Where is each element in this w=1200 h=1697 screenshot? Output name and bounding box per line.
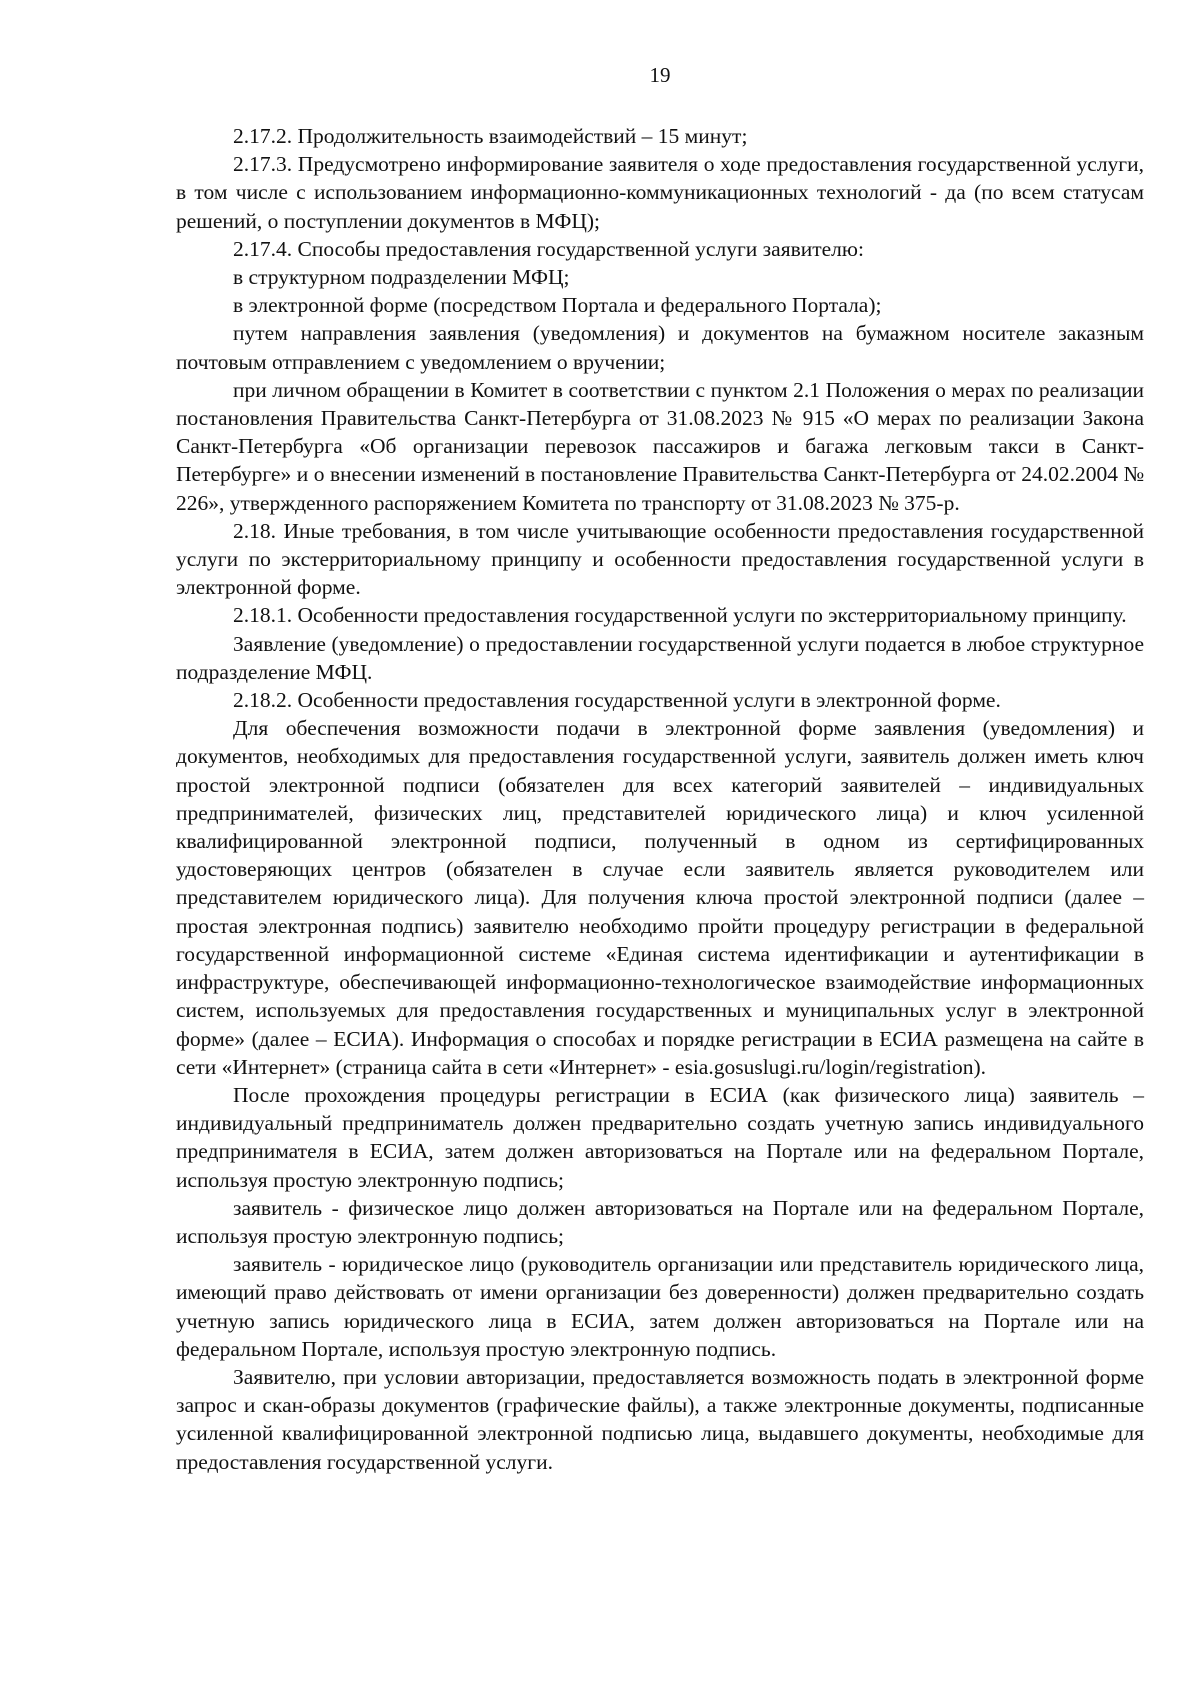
paragraph-method-mail: путем направления заявления (уведомления) и документов на бумажном носителе заказным почтовым отправлением с уведомлением о вручении; [176, 321, 1144, 374]
paragraph-legal-entity: заявитель - юридическое лицо (руководитель организации или представитель юридического лица, имеющий право действовать от имени организации без доверенности) должен предварительно создать учетную запись юридического лица в ЕСИА, затем должен авторизоваться на Портале или на федеральном Портале, используя простую электронную подпись. [176, 1252, 1144, 1361]
paragraph-method-mfc: в структурном подразделении МФЦ; [233, 265, 570, 290]
paragraph-method-committee: при личном обращении в Комитет в соответствии с пунктом 2.1 Положения о мерах по реализации постановления Правительства Санкт-Петербурга от 31.08.2023 № 915 «О мерах по реализации Закона Санкт-Петербурга «Об организации перевозок пассажиров и багажа легковым такси в Санкт-Петербурге» и о внесении изменений в постановление Правительства Санкт-Петербурга от 24.02.2004 № 226», утвержденного распоряжением Комитета по транспорту от 31.08.2023 № 375-р. [176, 377, 1144, 515]
paragraph-2-17-2: 2.17.2. Продолжительность взаимодействий – 15 минут; [233, 124, 748, 148]
paragraph-2-18-1: 2.18.1. Особенности предоставления государственной услуги по экстерриториальному принципу. [233, 603, 1127, 628]
paragraph-authorization: Заявителю, при условии авторизации, предоставляется возможность подать в электронной форме запрос и скан-образы документов (графические файлы), а также электронные документы, подписанные усиленной квалифицированной электронной подписью лица, выдавшего документы, необходимые для предоставления государственной услуги. [176, 1364, 1144, 1474]
paragraph-individual-entrepreneur: После прохождения процедуры регистрации в ЕСИА (как физического лица) заявитель – индивидуальный предприниматель должен предварительно создать учетную запись индивидуального предпринимателя в ЕСИА, затем должен авторизоваться на Портале или на федеральном Портале, используя простую электронную подпись; [176, 1082, 1144, 1192]
paragraph-2-17-3: 2.17.3. Предусмотрено информирование заявителя о ходе предоставления государственной услуги, в том числе с использованием информационно-коммуникационных технологий - да (по всем статусам решений, о поступлении документов в МФЦ); [176, 152, 1144, 233]
document-page [176, 62, 1144, 1476]
paragraph-application-any-mfc: Заявление (уведомление) о предоставлении государственной услуги подается в любое структурное подразделение МФЦ. [176, 631, 1144, 684]
paragraph-2-17-4: 2.17.4. Способы предоставления государственной услуги заявителю: [233, 236, 864, 261]
paragraph-2-18: 2.18. Иные требования, в том числе учитывающие особенности предоставления государственной услуги по экстерриториальному принципу и особенности предоставления государственной услуги в электронной форме. [176, 518, 1144, 600]
paragraph-electronic-signature: Для обеспечения возможности подачи в электронной форме заявления (уведомления) и документов, необходимых для предоставления государственной услуги, заявитель должен иметь ключ простой электронной подписи (обязателен для всех категорий заявителей – индивидуальных предпринимателей, физических лиц, представителей юридического лица) и ключ усиленной квалифицированной электронной подписи, полученный в одном из сертифицированных удостоверяющих центров (обязателен в случае если заявитель является руководителем или представителем юридического лица). Для получения ключа простой электронной подписи (далее – простая электронная подпись) заявителю необходимо пройти процедуру регистрации в федеральной государственной информационной системе «Единая система идентификации и аутентификации в инфраструктуре, обеспечивающей информационно-технологическое взаимодействие информационных систем, используемых для предоставления государственных и муниципальных услуг в электронной форме» (далее – ЕСИА). Информация о способах и порядке регистрации в ЕСИА размещена на сайте в сети «Интернет» (страница сайта в сети «Интернет» - esia.gosuslugi.ru/login/registration). [176, 716, 1144, 1079]
page-number: 19 [649, 63, 671, 87]
paragraph-individual: заявитель - физическое лицо должен авторизоваться на Портале или на федеральном Портале, используя простую электронную подпись; [176, 1195, 1144, 1248]
paragraph-2-18-2: 2.18.2. Особенности предоставления государственной услуги в электронной форме. [233, 688, 1001, 713]
paragraph-method-electronic: в электронной форме (посредством Портала и федерального Портала); [233, 293, 882, 318]
